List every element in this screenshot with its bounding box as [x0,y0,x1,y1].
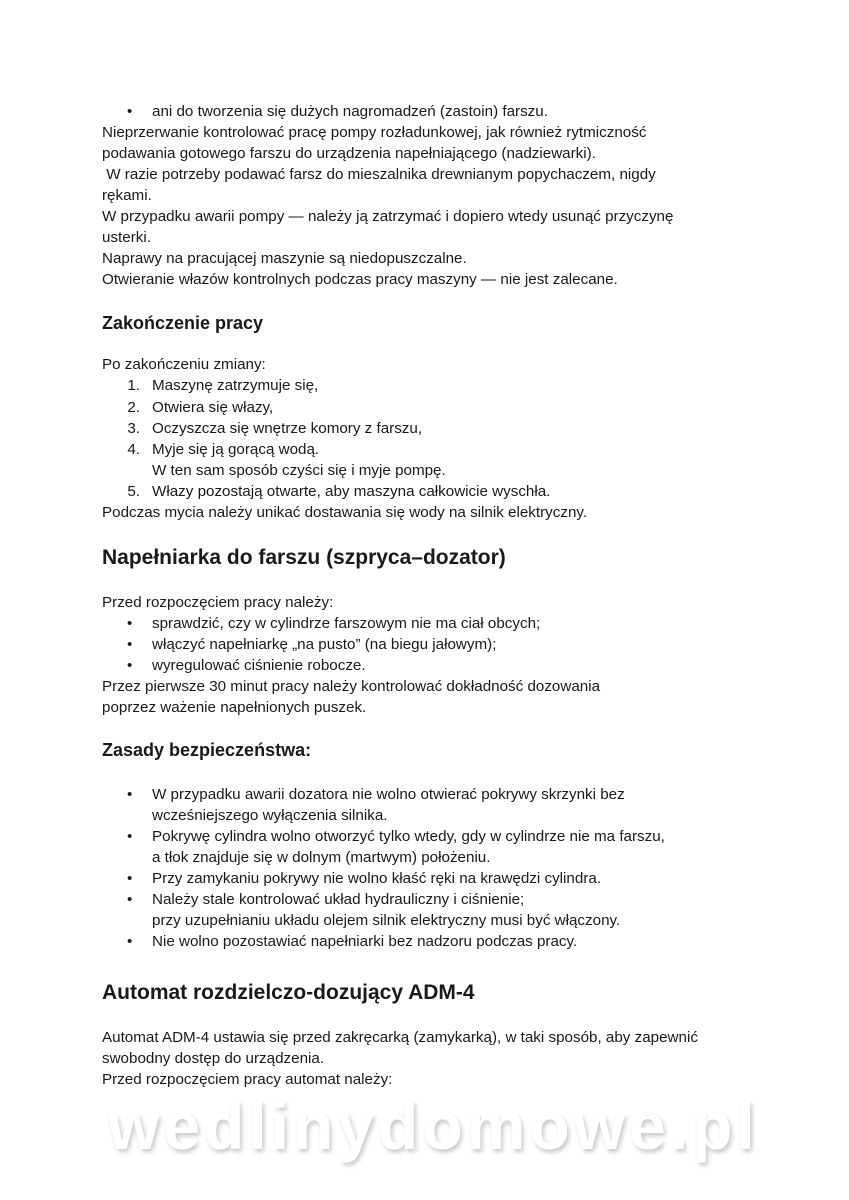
list-item-continuation: a tłok znajduje się w dolnym (martwym) położeniu. [152,849,491,866]
paragraph-line: W przypadku awarii pompy — należy ją zatrzymać i dopiero wtedy usunąć przyczynę [102,208,674,225]
list-item: Otwiera się włazy, [152,399,274,416]
paragraph-line: Przed rozpoczęciem pracy należy: [102,594,334,611]
list-item: wyregulować ciśnienie robocze. [152,657,366,674]
heading-end-of-work: Zakończenie pracy [102,313,264,333]
list-item-continuation: wcześniejszego wyłączenia silnika. [152,807,388,824]
watermark: wedlinydomowe.pl [108,1089,759,1163]
paragraph-line: Po zakończeniu zmiany: [102,356,266,373]
bullet: • [127,870,133,887]
list-item-continuation: przy uzupełnianiu układu olejem silnik elektryczny musi być włączony. [152,912,621,929]
intro-bullet: ani do tworzenia się dużych nagromadzeń (zastoin) farszu. [152,103,548,120]
bullet: • [127,103,133,120]
list-item: Maszynę zatrzymuje się, [152,377,319,394]
paragraph-line: poprzez ważenie napełnionych puszek. [102,699,367,716]
list-number: 2. [127,399,140,416]
list-item: Myje się ją gorącą wodą. [152,441,320,458]
bullet: • [127,828,133,845]
list-number: 5. [127,483,140,500]
paragraph-line: Nieprzerwanie kontrolować pracę pompy rozładunkowej, jak również rytmiczność [102,124,647,141]
list-number: 1. [127,377,140,394]
list-item: Pokrywę cylindra wolno otworzyć tylko wtedy, gdy w cylindrze nie ma farszu, [152,828,665,845]
heading-filler: Napełniarka do farszu (szpryca–dozator) [102,546,506,569]
paragraph-line: Podczas mycia należy unikać dostawania się wody na silnik elektryczny. [102,504,588,521]
paragraph-line: podawania gotowego farszu do urządzenia napełniającego (nadziewarki). [102,145,596,162]
list-item: Nie wolno pozostawiać napełniarki bez nadzoru podczas pracy. [152,933,578,950]
heading-safety: Zasady bezpieczeństwa: [102,740,312,760]
list-item: sprawdzić, czy w cylindrze farszowym nie ma ciał obcych; [152,615,541,632]
list-item: Przy zamykaniu pokrywy nie wolno kłaść ręki na krawędzi cylindra. [152,870,602,887]
paragraph-line: Otwieranie włazów kontrolnych podczas pracy maszyny — nie jest zalecane. [102,271,618,288]
bullet: • [127,615,133,632]
list-item: włączyć napełniarkę „na pusto” (na biegu jałowym); [152,636,497,653]
bullet: • [127,657,133,674]
list-number: 4. [127,441,140,458]
list-item: Włazy pozostają otwarte, aby maszyna całkowicie wyschła. [152,483,551,500]
bullet: • [127,891,133,908]
list-item: Oczyszcza się wnętrze komory z farszu, [152,420,423,437]
bullet: • [127,636,133,653]
paragraph-line: usterki. [102,229,151,246]
paragraph-line: Przed rozpoczęciem pracy automat należy: [102,1071,393,1088]
heading-adm: Automat rozdzielczo-dozujący ADM-4 [102,981,475,1004]
list-item: Należy stale kontrolować układ hydrauliczny i ciśnienie; [152,891,525,908]
paragraph-line: Przez pierwsze 30 minut pracy należy kontrolować dokładność dozowania [102,678,601,695]
paragraph-line: rękami. [102,187,152,204]
paragraph-line: W razie potrzeby podawać farsz do mieszalnika drewnianym popychaczem, nigdy [102,166,656,183]
list-number: 3. [127,420,140,437]
bullet: • [127,933,133,950]
paragraph-line: Automat ADM-4 ustawia się przed zakręcarką (zamykarką), w taki sposób, aby zapewnić [102,1029,698,1046]
paragraph-line: swobodny dostęp do urządzenia. [102,1050,325,1067]
paragraph-line: Naprawy na pracującej maszynie są niedopuszczalne. [102,250,467,267]
bullet: • [127,786,133,803]
list-item-continuation: W ten sam sposób czyści się i myje pompę. [152,462,446,479]
list-item: W przypadku awarii dozatora nie wolno otwierać pokrywy skrzynki bez [152,786,625,803]
